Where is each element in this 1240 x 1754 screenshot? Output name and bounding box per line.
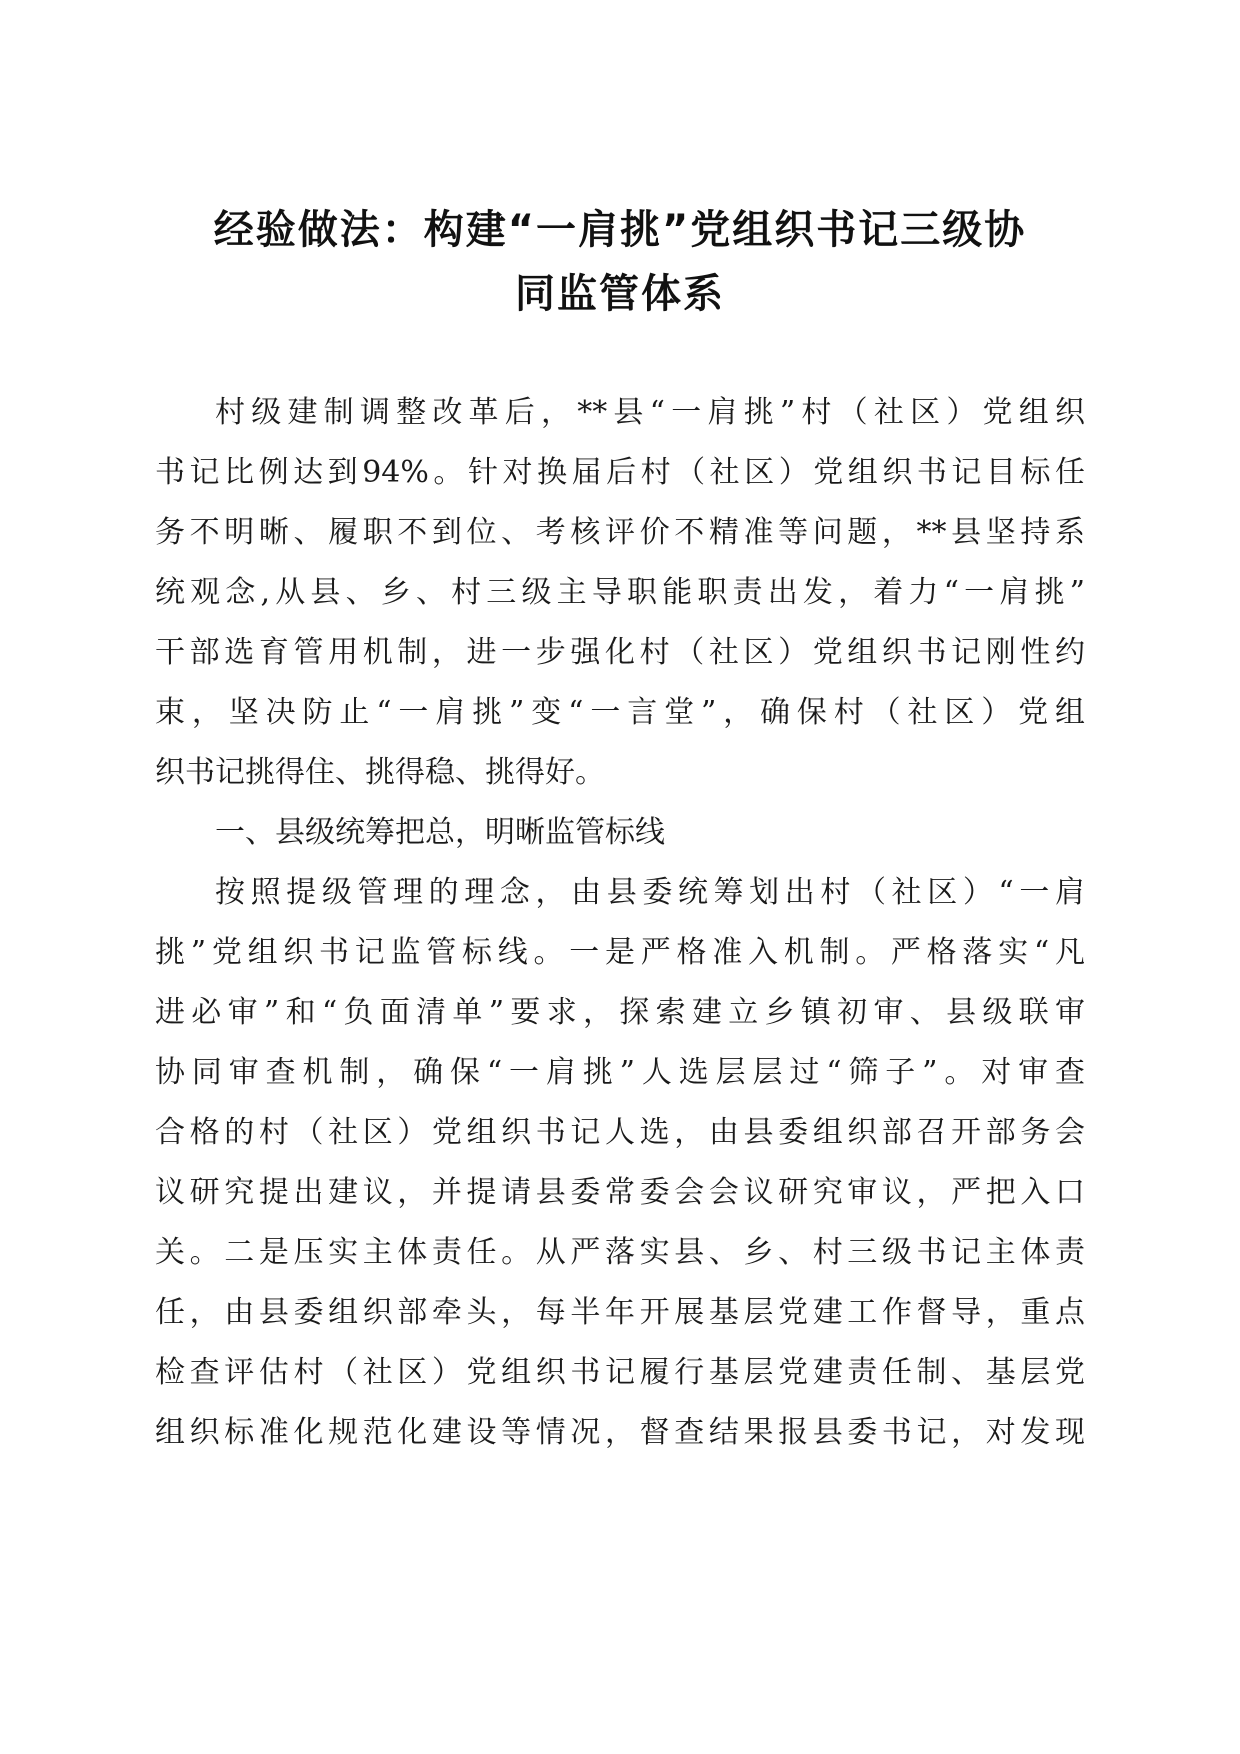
body-text-line: 织书记挑得住、挑得稳、挑得好。: [155, 755, 605, 790]
body-text-line: 进必审”和“负面清单”要求，探索建立乡镇初审、县级联审: [155, 995, 1085, 1030]
body-text-line: 村级建制调整改革后，**县“一肩挑”村（社区）党组织: [215, 395, 1085, 430]
body-text-line: 组织标准化规范化建设等情况，督查结果报县委书记，对发现: [155, 1415, 1085, 1450]
body-text-line: 合格的村（社区）党组织书记人选，由县委组织部召开部务会: [155, 1115, 1085, 1150]
body-text-line: 议研究提出建议，并提请县委常委会会议研究审议，严把入口: [155, 1175, 1085, 1210]
body-text-line: 束，坚决防止“一肩挑”变“一言堂”，确保村（社区）党组: [155, 695, 1085, 730]
body-text-line: 务不明晰、履职不到位、考核评价不精准等问题，**县坚持系: [155, 515, 1085, 550]
body-text-line: 挑”党组织书记监管标线。一是严格准入机制。严格落实“凡: [155, 935, 1085, 970]
title-line-2: 同监管体系: [515, 271, 725, 317]
body-text-line: 关。二是压实主体责任。从严落实县、乡、村三级书记主体责: [155, 1235, 1085, 1270]
body-text-line: 统观念,从县、乡、村三级主导职能职责出发，着力“一肩挑”: [155, 575, 1085, 610]
body-text-line: 书记比例达到94%。针对换届后村（社区）党组织书记目标任: [155, 455, 1085, 490]
document-body: [155, 383, 1085, 1463]
body-text-line: 任，由县委组织部牵头，每半年开展基层党建工作督导，重点: [155, 1295, 1085, 1330]
body-text-line: 一、县级统筹把总，明晰监管标线: [215, 815, 665, 850]
title-line-1: 经验做法：构建“一肩挑”党组织书记三级协: [213, 207, 1027, 253]
body-text-line: 干部选育管用机制，进一步强化村（社区）党组织书记刚性约: [155, 635, 1085, 670]
body-text-line: 协同审查机制，确保“一肩挑”人选层层过“筛子”。对审查: [155, 1055, 1085, 1090]
body-text-line: 检查评估村（社区）党组织书记履行基层党建责任制、基层党: [155, 1355, 1085, 1390]
document-title: [140, 198, 1100, 326]
body-text-line: 按照提级管理的理念，由县委统筹划出村（社区）“一肩: [215, 875, 1085, 910]
